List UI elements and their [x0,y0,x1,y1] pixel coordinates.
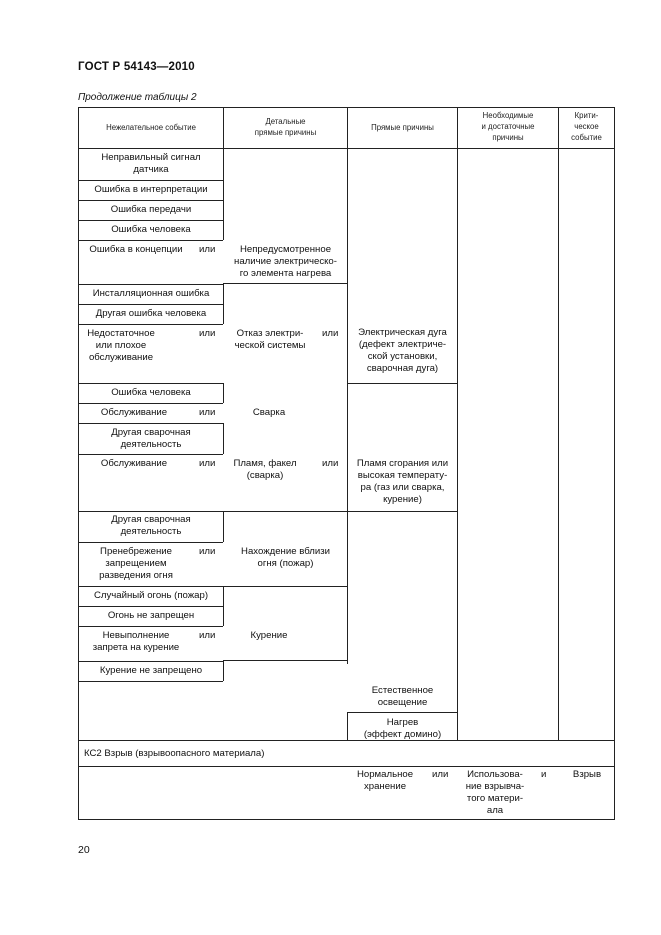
event-maintenance: Обслуживание [100,407,168,418]
event-other-welding-2: Другая сварочная деятельность [111,514,191,537]
table-caption: Продолжение таблицы 2 [78,92,197,103]
cause-natural-lighting: Естественное освещение [371,685,434,708]
detail-near-fire: Нахождение вблизи огня (пожар) [241,546,330,569]
page-number: 20 [78,844,90,856]
or-connector: или [322,328,339,339]
event-transfer-error: Ошибка передачи [110,204,192,215]
or-connector: или [199,244,216,255]
event-maintenance-2: Обслуживание [100,458,168,469]
detail-welding: Сварка [252,407,286,418]
event-interpretation-error: Ошибка в интерпретации [94,184,208,195]
event-accidental-fire: Случайный огонь (пожар) [93,590,209,601]
event-human-error-2: Ошибка человека [111,387,191,398]
or-connector: или [199,328,216,339]
event-sensor-signal: Неправильный сигнал датчика [101,152,201,175]
detail-welding-flame: Пламя, факел (сварка) [233,458,297,481]
cause-normal-storage: Нормальное хранение [356,769,414,792]
header-necessary-causes: Необходимые и достаточные причины [481,111,535,142]
critical-event-explosion: Взрыв [572,769,602,780]
event-poor-maintenance: Недостаточное или плохое обслуживание [87,328,155,363]
document-title: ГОСТ Р 54143—2010 [78,61,195,73]
event-fire-ban-neglect: Пренебрежение запрещением разведения огня [99,546,173,581]
or-connector: или [199,458,216,469]
detail-heating-element: Непредусмотренное наличие электрическо- го элемента нагрева [234,244,337,279]
header-direct-causes: Прямые причины [371,123,434,132]
detail-electrical-failure: Отказ электри- ческой системы [234,328,306,351]
or-connector: или [199,546,216,557]
and-connector: и [541,769,547,780]
or-connector: или [322,458,339,469]
event-fire-not-banned: Огонь не запрещен [107,610,195,621]
cause-electric-arc: Электрическая дуга (дефект электриче- ской установки, сварочная дуга) [358,327,447,374]
event-other-human-error: Другая ошибка человека [95,308,207,319]
header-undesired-event: Нежелательное событие [106,123,196,132]
necessary-explosive-use: Использова- ние взрывча- того матери- ала [465,769,525,816]
or-connector: или [199,407,216,418]
header-detailed-causes: Детальные прямые причины [254,117,317,137]
cause-domino-heating: Нагрев (эффект домино) [363,717,442,740]
kc2-section-title: КС2 Взрыв (взрывоопасного материала) [84,748,265,759]
detail-smoking: Курение [250,630,288,641]
event-other-welding: Другая сварочная деятельность [111,427,191,450]
event-smoking-ban-violation: Невыполнение запрета на курение [92,630,180,653]
or-connector: или [432,769,449,780]
or-connector: или [199,630,216,641]
event-human-error: Ошибка человека [111,224,191,235]
event-concept-error: Ошибка в концепции [89,244,183,255]
event-installation-error: Инсталляционная ошибка [92,288,210,299]
cause-flame-high-temperature: Пламя сгорания или высокая температу- ра (газ или сварка, курение) [356,458,449,505]
header-critical-event: Крити- ческое событие [571,111,602,142]
event-smoking-not-banned: Курение не запрещено [99,665,203,676]
